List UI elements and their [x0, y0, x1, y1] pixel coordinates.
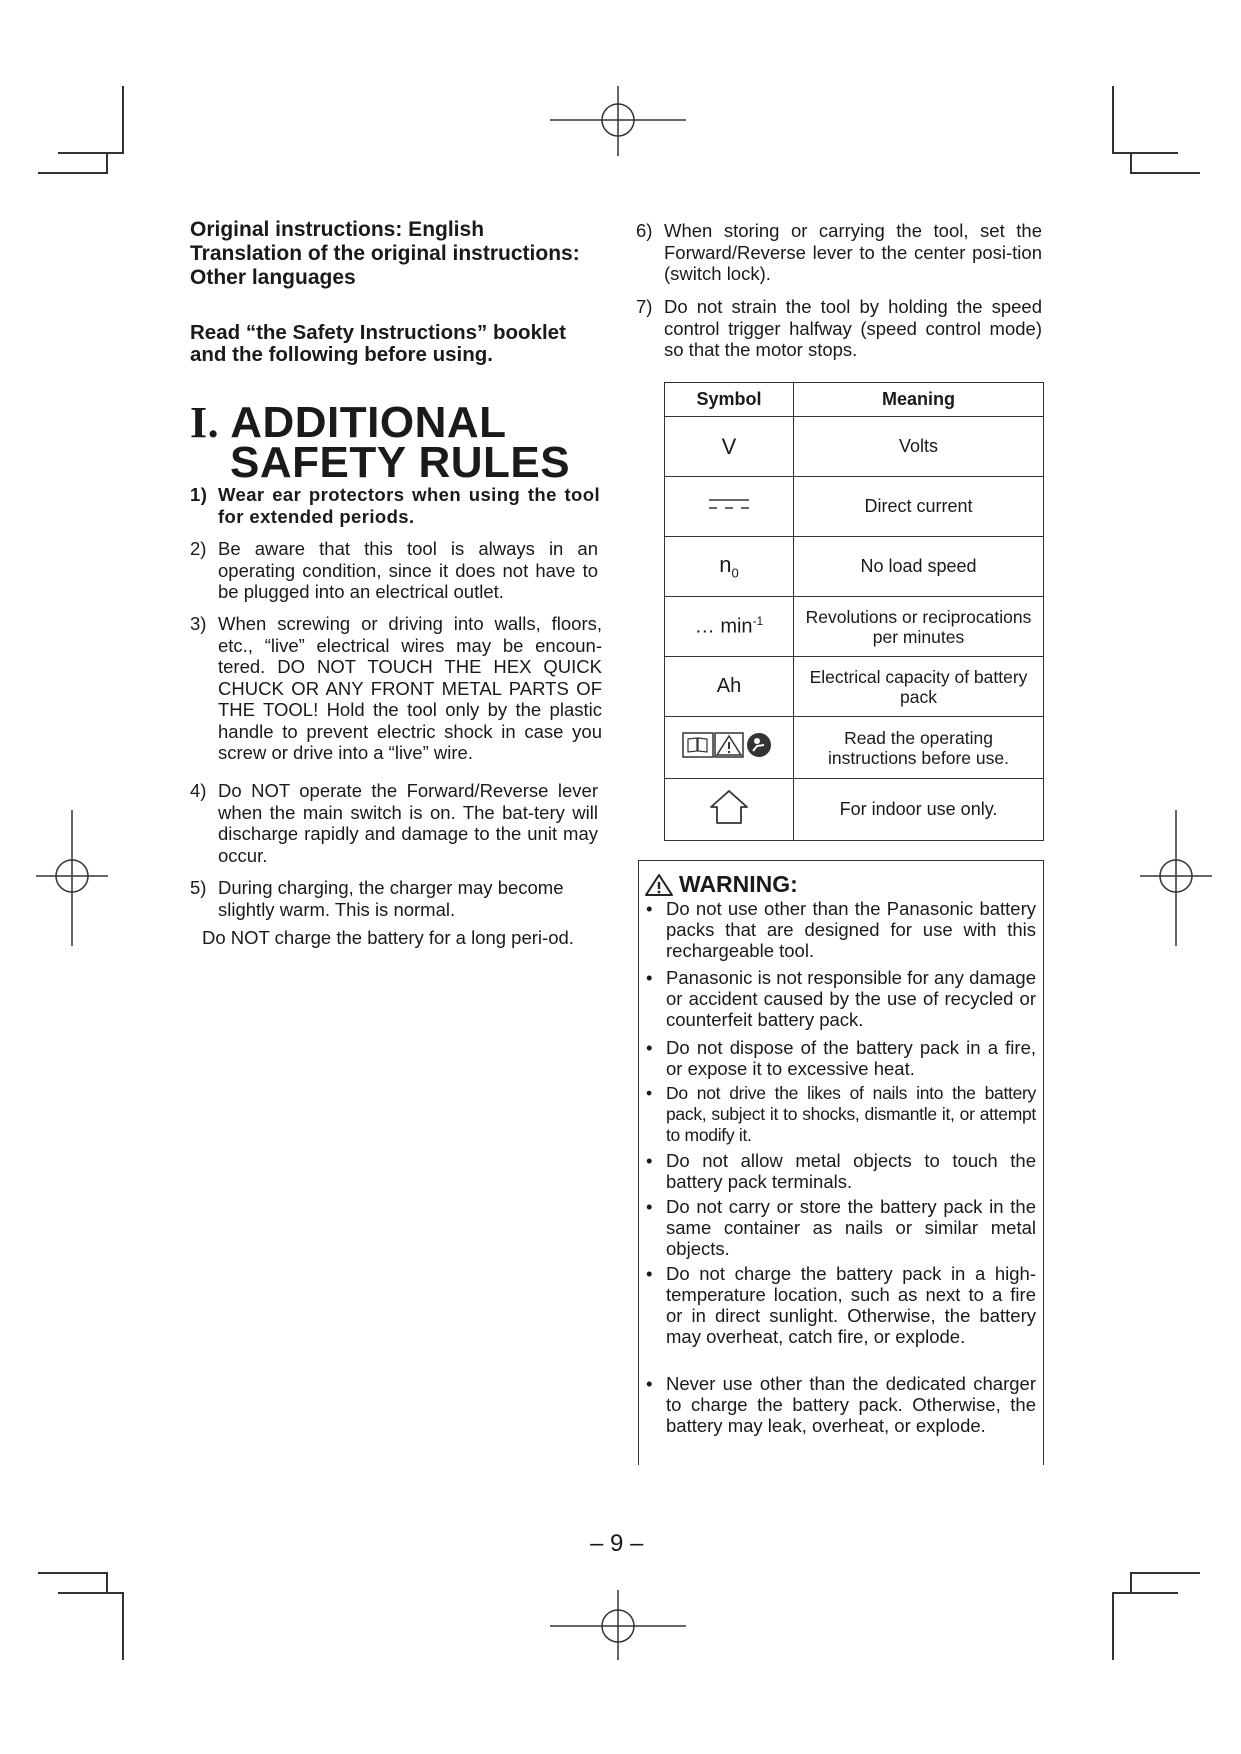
rule-number: 3) — [190, 613, 207, 634]
table-row — [665, 657, 1044, 717]
meaning-cell: Volts — [794, 417, 1044, 477]
warning-item-3 — [646, 1037, 1036, 1079]
warning-item-4 — [646, 1083, 1036, 1146]
heading-line-1: Original instructions: English — [190, 218, 485, 241]
warning-text: Do not drive the likes of nails into the battery pack, subject it to shocks, dismantle it, or attempt to modify it. — [666, 1083, 1036, 1145]
bullet: • — [646, 1263, 653, 1284]
meaning-cell: Revolutions or reciprocations per minutes — [794, 597, 1044, 657]
rule-3 — [190, 613, 602, 764]
symbol-text: … min — [694, 615, 753, 638]
read-safety-booklet-note — [190, 322, 566, 366]
rule-text: During charging, the charger may become slightly warm. This is normal. — [218, 877, 564, 920]
rule-number: 2) — [190, 538, 207, 559]
warning-text: Do not charge the battery pack in a high-temperature location, such as next to a fire or in direct sunlight. Otherwise, the battery may overheat, catch fire, or explode. — [666, 1263, 1036, 1347]
symbol-no-load-speed — [665, 537, 794, 597]
table-header-row — [665, 383, 1044, 417]
col-meaning-header: Meaning — [794, 383, 1044, 417]
warning-item-2 — [646, 967, 1036, 1030]
rule-number: 1) — [190, 484, 208, 505]
warning-item-7 — [646, 1263, 1036, 1347]
warning-item-1 — [646, 898, 1036, 961]
registration-mark-left — [36, 810, 108, 946]
warning-text: Do not allow metal objects to touch the battery pack terminals. — [666, 1150, 1036, 1192]
table-row — [665, 717, 1044, 779]
warning-item-6 — [646, 1196, 1036, 1259]
bullet: • — [646, 1037, 653, 1058]
heading-line-3: Other languages — [190, 266, 356, 289]
rule-text: Wear ear protectors when using the tool for extended periods. — [218, 484, 600, 527]
bullet: • — [646, 1083, 652, 1103]
bullet: • — [646, 1150, 653, 1171]
rule-number: 7) — [636, 296, 653, 317]
registration-mark-bottom — [550, 1590, 686, 1660]
meaning-cell: Electrical capacity of battery pack — [794, 657, 1044, 717]
table-row — [665, 597, 1044, 657]
read-note-line-1: Read “the Safety Instructions” booklet — [190, 321, 566, 344]
registration-mark-top — [550, 86, 686, 156]
warning-item-5 — [646, 1150, 1036, 1192]
warning-text: Do not use other than the Panasonic battery packs that are designed for use with this rechargeable tool. — [666, 898, 1036, 961]
heading-line-2: Translation of the original instructions: — [190, 242, 580, 265]
meaning-cell: For indoor use only. — [794, 779, 1044, 841]
rule-text: Do not strain the tool by holding the speed control trigger halfway (speed control mode) so that the motor stops. — [664, 296, 1042, 360]
warning-text: Never use other than the dedicated charger to charge the battery pack. Otherwise, the battery may leak, overheat, or explode. — [666, 1373, 1036, 1436]
symbol-ah: Ah — [665, 657, 794, 717]
table-row — [665, 477, 1044, 537]
rule-text: When storing or carrying the tool, set the Forward/Reverse lever to the center posi-tion (switch lock). — [664, 220, 1042, 284]
meaning-cell: Direct current — [794, 477, 1044, 537]
warning-title — [645, 871, 798, 898]
warning-text: Do not carry or store the battery pack in the same container as nails or similar metal objects. — [666, 1196, 1036, 1259]
rule-5-note — [202, 927, 598, 949]
rule-1 — [190, 484, 600, 527]
section-number: I. — [190, 398, 220, 447]
rule-number: 5) — [190, 877, 207, 898]
rule-2 — [190, 538, 598, 603]
symbol-superscript: -1 — [752, 614, 764, 629]
symbol-volts: V — [665, 417, 794, 477]
section-title-2 — [230, 438, 571, 487]
rule-number: 6) — [636, 220, 653, 241]
rule-6 — [636, 220, 1042, 285]
page-number: – 9 – — [590, 1530, 644, 1557]
rule-4 — [190, 780, 598, 866]
symbol-table — [664, 382, 1044, 841]
rule-text: Do NOT charge the battery for a long peri-od. — [202, 927, 574, 948]
table-row — [665, 417, 1044, 477]
section-title-line-1: ADDITIONAL — [230, 398, 507, 447]
registration-mark-right — [1140, 810, 1212, 946]
warning-text: Do not dispose of the battery pack in a fire, or expose it to excessive heat. — [666, 1037, 1036, 1079]
read-instructions-icon — [681, 729, 777, 761]
rule-text: Be aware that this tool is always in an operating condition, since it does not have to be plugged into an electrical outlet. — [218, 538, 598, 602]
rule-text: When screwing or driving into walls, floors, etc., “live” electrical wires may be encoun-tered. DO NOT TOUCH THE HEX QUICK CHUCK OR ANY FRONT METAL PARTS OF THE TOOL! Hold the tool only by the plastic handle to prevent electric shock in case you screw or drive into a “live” wire. — [218, 613, 602, 763]
symbol-direct-current — [665, 477, 794, 537]
warning-text: Panasonic is not responsible for any damage or accident caused by the use of recycled or counterfeit battery pack. — [666, 967, 1036, 1030]
symbol-text: n — [719, 552, 732, 578]
rule-number: 4) — [190, 780, 207, 801]
house-icon — [707, 787, 751, 827]
direct-current-icon — [707, 494, 751, 514]
bullet: • — [646, 898, 653, 919]
symbol-min-1 — [665, 597, 794, 657]
original-instructions-heading — [190, 218, 580, 290]
bullet: • — [646, 1373, 653, 1394]
meaning-cell: Read the operating instructions before use. — [794, 717, 1044, 779]
table-row — [665, 779, 1044, 841]
meaning-cell: No load speed — [794, 537, 1044, 597]
rule-text: Do NOT operate the Forward/Reverse lever when the main switch is on. The bat-tery will discharge rapidly and damage to the unit may occur. — [218, 780, 598, 866]
section-title-line-2: SAFETY RULES — [230, 438, 571, 487]
warning-title-text: WARNING: — [679, 871, 798, 897]
warning-item-8 — [646, 1373, 1036, 1436]
symbol-subscript: 0 — [731, 565, 739, 581]
symbol-read-instructions — [665, 717, 794, 779]
bullet: • — [646, 967, 653, 988]
bullet: • — [646, 1196, 653, 1217]
warning-icon — [645, 873, 673, 897]
rule-5 — [190, 877, 598, 920]
rule-7 — [636, 296, 1042, 361]
table-row — [665, 537, 1044, 597]
symbol-indoor-use — [665, 779, 794, 841]
col-symbol-header: Symbol — [665, 383, 794, 417]
read-note-line-2: and the following before using. — [190, 343, 493, 366]
